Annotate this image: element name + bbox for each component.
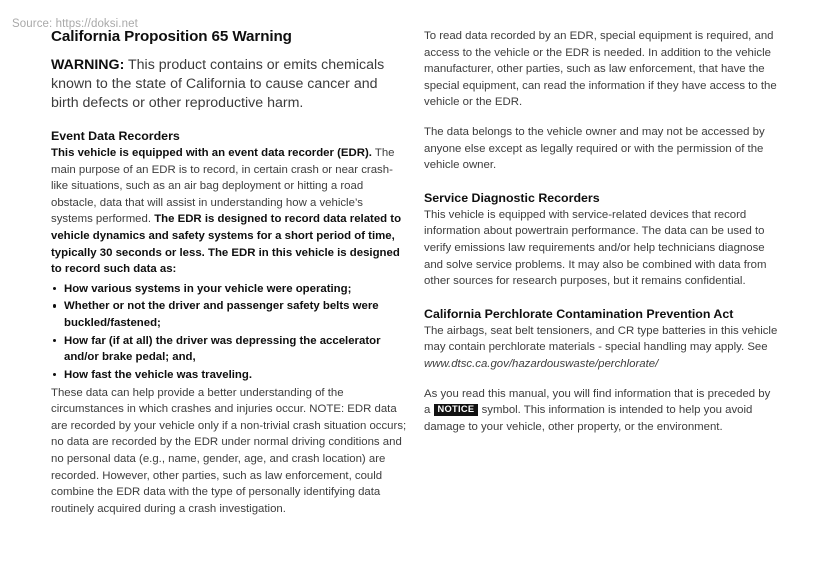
list-item	[51, 333, 407, 366]
perchlorate-paragraph	[424, 323, 779, 373]
edr-intro-bold-tail: The EDR is designed to record data related to vehicle dynamics and safety systems for a short period of time, typically 30 seconds or less. The EDR in this vehicle is designed to record such data as:	[51, 213, 402, 276]
perchlorate-body-text: The airbags, seat belt tensioners, and CR type batteries in this vehicle may contain perchlorate materials - special handling may apply. See	[424, 324, 778, 354]
section-heading-perchlorate-act: California Perchlorate Contamination Prevention Act	[424, 306, 734, 321]
section-heading-service-diagnostic-recorders: Service Diagnostic Recorders	[424, 190, 600, 205]
notice-text-before: As you read this manual, you will find information that is preceded by a	[424, 387, 771, 417]
warning-lead-label: WARNING:	[51, 57, 125, 73]
warning-body-text: This product contains or emits chemicals known to the state of California to cause cancer and birth defects or other reproductive harm.	[51, 57, 385, 112]
list-item-label: How far (if at all) the driver was depressing the accelerator and/or brake pedal; and,	[64, 334, 381, 364]
notice-badge: NOTICE	[434, 404, 479, 417]
list-item-label: How fast the vehicle was traveling.	[64, 369, 253, 382]
bullet-dot-icon	[53, 304, 56, 307]
edr-intro-paragraph	[51, 145, 407, 278]
edr-ownership-paragraph: The data belongs to the vehicle owner and may not be accessed by anyone else except as legally required or with the permission of the vehicle owner.	[424, 125, 765, 172]
dtsc-url-text: www.dtsc.ca.gov/hazardouswaste/perchlorate/	[424, 357, 659, 370]
prop65-warning-paragraph	[51, 56, 407, 113]
bullet-dot-icon	[53, 287, 56, 290]
list-item	[51, 281, 407, 298]
page-title: California Proposition 65 Warning	[51, 28, 292, 45]
list-item-label: How various systems in your vehicle were operating;	[64, 282, 352, 295]
edr-closing-paragraph: These data can help provide a better understanding of the circumstances in which crashes and injuries occur. NOTE: EDR data are recorded by your vehicle only if a non-trivial crash situation occurs; no data are recorded by the EDR under normal driving conditions and no personal data (e.g., name, gender, age, and crash location) are recorded. However, other parties, such as law enforcement, could combine the EDR data with the type of personally identifying data routinely acquired during a crash investigation.	[51, 386, 407, 515]
notice-symbol-paragraph	[424, 386, 779, 436]
list-item-label: Whether or not the driver and passenger safety belts were buckled/fastened;	[64, 300, 379, 330]
edr-read-data-paragraph: To read data recorded by an EDR, special equipment is required, and access to the vehicle or the EDR is needed. In addition to the vehicle manufacturer, other parties, such as law enforcement, that have the special equipment, can read the information if they have access to the vehicle or the EDR.	[424, 30, 777, 109]
section-heading-event-data-recorders: Event Data Recorders	[51, 129, 180, 144]
left-column	[51, 28, 407, 517]
list-item	[51, 298, 407, 331]
list-item	[51, 367, 407, 384]
service-diagnostic-paragraph: This vehicle is equipped with service-related devices that record information about powertrain performance. The data can be used to verify emissions law requirements and/or help technicians diagnose and solve service problems. It may also be combined with data from other sources for research purposes, but it remains confidential.	[424, 208, 767, 288]
bullet-dot-icon	[53, 339, 56, 342]
edr-intro-bold-lead: This vehicle is equipped with an event data recorder (EDR).	[51, 147, 372, 160]
source-watermark: Source: https://doksi.net	[12, 18, 138, 30]
notice-text-after: symbol. This information is intended to help you avoid damage to your vehicle, other property, or the environment.	[424, 404, 753, 433]
right-column	[424, 28, 779, 435]
edr-data-bullet-list	[51, 281, 407, 384]
bullet-dot-icon	[53, 373, 56, 376]
edr-intro-regular-text: The main purpose of an EDR is to record, in certain crash or near crash-like situations, such as an air bag deployment or hitting a road obstacle, data that will assist in understanding how a vehicle’s systems performed.	[51, 147, 395, 226]
